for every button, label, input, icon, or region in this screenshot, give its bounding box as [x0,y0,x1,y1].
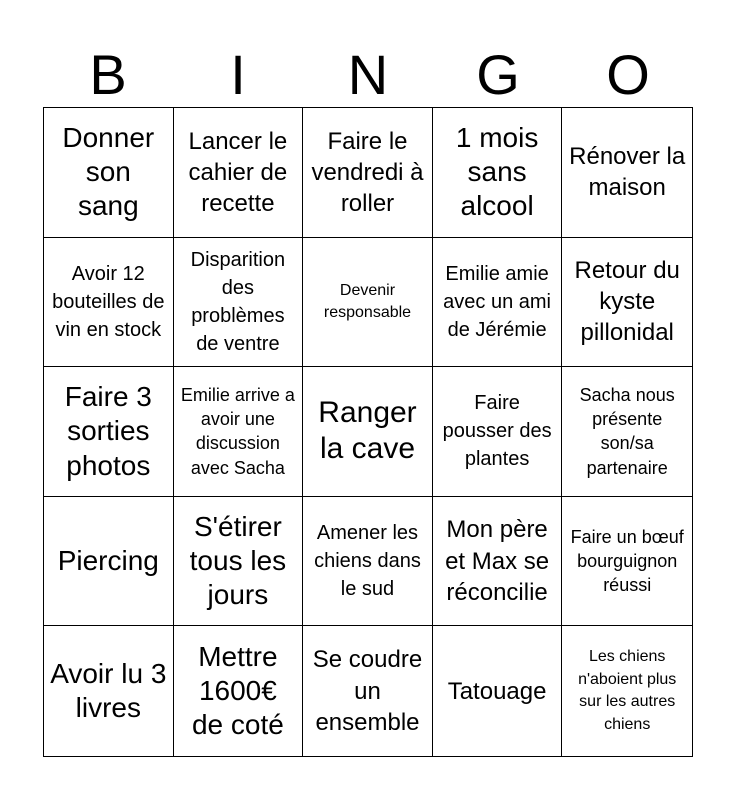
bingo-cell[interactable] [303,497,433,627]
cell-text: 1 mois sans alcool [455,122,539,222]
bingo-cell[interactable] [174,238,304,368]
cell-text: Emilie amie avec un ami de Jérémie [443,262,552,341]
cell-text: Faire un bœuf bourguignon réussi [570,526,684,596]
bingo-cell[interactable] [303,626,433,756]
bingo-cell[interactable] [44,238,174,368]
bingo-cell[interactable] [174,108,304,238]
cell-text: S'étirer tous les jours [189,510,287,611]
cell-text: Les chiens n'aboient plus sur les autres chiens [578,648,677,733]
bingo-title [43,40,693,110]
bingo-cell[interactable] [433,626,563,756]
cell-text: Disparition des problèmes de ventre [190,248,286,355]
cell-text: Faire 3 sorties photos [64,381,152,481]
bingo-cell[interactable] [433,108,563,238]
title-letter-n: N [347,43,389,106]
bingo-cell[interactable] [562,626,692,756]
cell-text: Rénover la maison [569,143,686,202]
bingo-cell[interactable] [44,626,174,756]
bingo-cell[interactable] [174,626,304,756]
bingo-cell[interactable] [303,367,433,497]
bingo-cell[interactable] [433,238,563,368]
cell-text: Piercing [57,545,159,577]
bingo-cell[interactable] [562,367,692,497]
bingo-cell[interactable] [433,497,563,627]
cell-text: Tatouage [447,677,547,705]
bingo-cell[interactable] [303,108,433,238]
cell-text: Mon père et Max se réconcilie [445,516,550,606]
cell-text: Lancer le cahier de recette [188,127,288,217]
cell-text: Avoir lu 3 livres [50,658,167,724]
bingo-cell[interactable] [44,108,174,238]
bingo-cell[interactable] [174,367,304,497]
title-letter-g: G [476,43,520,106]
title-letter-o: O [606,43,650,106]
cell-text: Amener les chiens dans le sud [314,522,421,601]
cell-text: Se coudre un ensemble [312,646,423,736]
bingo-cell[interactable] [562,238,692,368]
bingo-cell[interactable] [562,497,692,627]
cell-text: Sacha nous présente son/sa partenaire [579,384,675,478]
cell-text: Retour du kyste pillonidal [574,257,680,347]
cell-text: Emilie arrive a avoir une discussion avec Sacha [180,384,295,478]
cell-text: Avoir 12 bouteilles de vin en stock [52,262,165,341]
bingo-cell[interactable] [44,367,174,497]
bingo-cell[interactable] [44,497,174,627]
cell-text: Faire pousser des plantes [442,392,552,471]
bingo-cell[interactable] [433,367,563,497]
title-letter-b: B [89,43,127,106]
cell-text: Devenir responsable [323,281,412,321]
bingo-board [43,107,693,757]
bingo-cell[interactable] [562,108,692,238]
title-letter-i: I [230,43,246,106]
cell-text: Faire le vendredi à roller [311,127,424,217]
cell-text: Mettre 1600€ de coté [191,640,284,741]
cell-text: Donner son sang [62,122,155,222]
cell-text: Ranger la cave [318,395,417,466]
bingo-cell[interactable] [303,238,433,368]
bingo-cell[interactable] [174,497,304,627]
